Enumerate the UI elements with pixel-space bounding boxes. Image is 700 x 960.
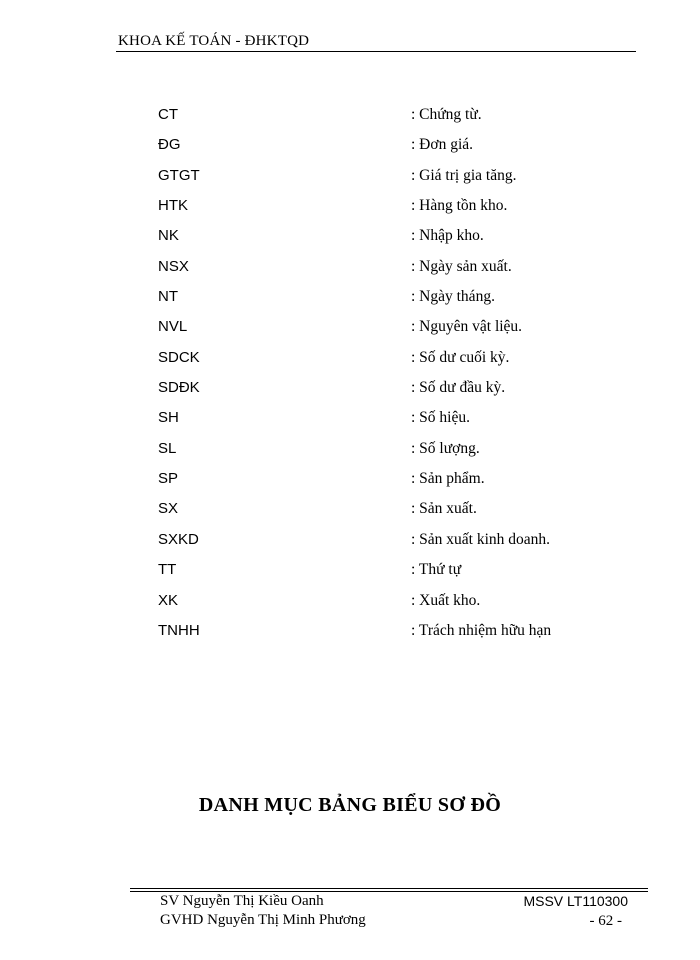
- list-item: [158, 288, 618, 318]
- list-item: [158, 470, 618, 500]
- abbreviation-code: NSX: [158, 257, 189, 275]
- abbreviation-meaning: : Số dư đầu kỳ.: [411, 379, 506, 397]
- abbreviation-meaning: : Ngày tháng.: [411, 288, 495, 306]
- list-item: [158, 227, 618, 257]
- abbreviation-code: SDCK: [158, 348, 200, 366]
- abbreviation-code: SH: [158, 409, 179, 427]
- abbreviation-code: SL: [158, 439, 177, 457]
- header-title: KHOA KẾ TOÁN - ĐHKTQD: [118, 33, 310, 49]
- abbreviation-code: ĐG: [158, 136, 181, 154]
- list-item: [158, 592, 618, 622]
- list-item: [158, 167, 618, 197]
- list-item: [158, 379, 618, 409]
- abbreviation-meaning: : Đơn giá.: [411, 136, 474, 154]
- abbreviation-meaning: : Giá trị gia tăng.: [411, 166, 517, 184]
- footer-divider: [130, 891, 648, 892]
- list-item: [158, 106, 618, 136]
- list-item: [158, 440, 618, 470]
- abbreviation-meaning: : Chứng từ.: [411, 106, 482, 123]
- abbreviation-meaning: : Ngày sản xuất.: [411, 257, 512, 275]
- list-item: [158, 500, 618, 530]
- abbreviation-code: TT: [158, 561, 177, 579]
- list-item: [158, 531, 618, 561]
- abbreviation-meaning: : Số hiệu.: [411, 409, 470, 427]
- list-item: [158, 197, 618, 227]
- list-item: [158, 258, 618, 288]
- abbreviation-code: TNHH: [158, 621, 200, 639]
- abbreviation-code: SP: [158, 470, 179, 488]
- list-item: [158, 409, 618, 439]
- footer-divider: [130, 888, 648, 889]
- abbreviation-code: SX: [158, 500, 179, 518]
- abbreviation-meaning: : Hàng tồn kho.: [411, 197, 508, 215]
- abbreviation-list: [158, 106, 618, 652]
- list-item: [158, 561, 618, 591]
- section-title: DANH MỤC BẢNG BIỂU SƠ ĐỒ: [198, 794, 502, 816]
- footer-student-id: MSSV LT110300: [523, 893, 628, 909]
- list-item: [158, 622, 618, 652]
- abbreviation-code: NVL: [158, 318, 188, 336]
- abbreviation-code: GTGT: [158, 166, 200, 184]
- list-item: [158, 349, 618, 379]
- abbreviation-meaning: : Nguyên vật liệu.: [411, 318, 523, 336]
- abbreviation-meaning: : Số lượng.: [411, 439, 480, 457]
- page-number: - 62 -: [589, 913, 622, 929]
- list-item: [158, 318, 618, 348]
- abbreviation-code: XK: [158, 591, 179, 609]
- abbreviation-meaning: : Xuất kho.: [411, 591, 481, 609]
- abbreviation-code: NT: [158, 288, 178, 306]
- abbreviation-code: SDĐK: [158, 379, 200, 397]
- footer-advisor: GVHD Nguyễn Thị Minh Phương: [160, 912, 366, 928]
- abbreviation-meaning: : Số dư cuối kỳ.: [411, 348, 510, 366]
- abbreviation-code: CT: [158, 106, 178, 123]
- abbreviation-meaning: : Thứ tự: [411, 561, 462, 579]
- abbreviation-code: HTK: [158, 197, 188, 215]
- abbreviation-code: SXKD: [158, 530, 199, 548]
- abbreviation-meaning: : Sản phẩm.: [411, 470, 485, 488]
- footer-student: SV Nguyễn Thị Kiều Oanh: [160, 893, 324, 909]
- abbreviation-meaning: : Nhập kho.: [411, 227, 484, 245]
- abbreviation-meaning: : Sản xuất.: [411, 500, 477, 518]
- abbreviation-code: NK: [158, 227, 179, 245]
- abbreviation-meaning: : Sản xuất kinh doanh.: [411, 530, 551, 548]
- list-item: [158, 136, 618, 166]
- abbreviation-meaning: : Trách nhiệm hữu hạn: [411, 621, 552, 639]
- header-divider: [116, 51, 636, 52]
